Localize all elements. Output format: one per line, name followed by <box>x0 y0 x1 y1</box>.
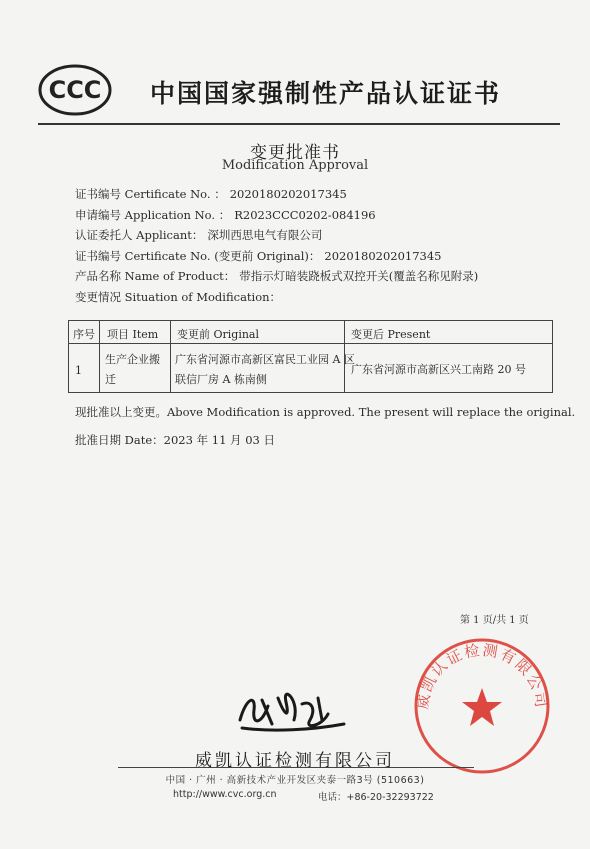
footer-address: 中国 · 广州 · 高新技术产业开发区夹泰一路3号 (510663) <box>165 775 425 786</box>
field-application-no <box>75 207 376 223</box>
field-applicant <box>75 227 322 243</box>
field-value: 2020180202017345 <box>324 249 442 263</box>
page-number: 第 1 页/共 1 页 <box>460 615 529 626</box>
approval-note: 现批准以上变更。Above Modification is approved. The present will replace the original. <box>75 405 576 419</box>
approval-date <box>75 432 275 448</box>
field-situation <box>75 289 285 305</box>
document-title-cn: 变更批准书 <box>250 143 340 163</box>
header-no: 序号 <box>73 328 95 341</box>
table-divider <box>170 321 171 392</box>
field-value: R2023CCC0202-084196 <box>234 208 376 222</box>
row-item-line1: 生产企业搬 <box>105 353 160 366</box>
row-original-line1: 广东省河源市高新区富民工业园 A 区 <box>175 353 355 366</box>
field-certificate-no <box>75 186 347 202</box>
document-title-en: Modification Approval <box>221 158 369 173</box>
header-item: 项目 Item <box>107 328 159 341</box>
field-label: 变更情况 Situation of Modification： <box>75 290 282 304</box>
field-original-certificate-no <box>75 248 442 264</box>
field-label: 证书编号 Certificate No. ： <box>75 187 226 201</box>
svg-text:CCC: CCC <box>48 76 102 104</box>
field-label: 认证委托人 Applicant： <box>75 228 204 242</box>
certificate-main-title: 中国国家强制性产品认证证书 <box>150 79 502 108</box>
svg-text:威凯认证检测有限公司: 威凯认证检测有限公司 <box>413 640 551 711</box>
row-present: 广东省河源市高新区兴工南路 20 号 <box>351 363 526 376</box>
handwritten-signature <box>232 680 352 736</box>
certificate-header <box>38 64 558 122</box>
approval-date-value: 2023 年 11 月 03 日 <box>163 433 275 447</box>
seal-star-icon <box>462 688 502 726</box>
field-label: 申请编号 Application No. ： <box>75 208 231 222</box>
field-value: 2020180202017345 <box>229 187 347 201</box>
field-label: 产品名称 Name of Product： <box>75 269 236 283</box>
header-original: 变更前 Original <box>177 328 260 341</box>
field-label: 证书编号 Certificate No. (变更前 Original)： <box>75 249 321 263</box>
header-divider <box>38 123 560 125</box>
footer-company-name: 威凯认证检测有限公司 <box>195 751 395 771</box>
field-value: 带指示灯暗装跷板式双控开关(覆盖名称见附录) <box>239 269 479 283</box>
header-present: 变更后 Present <box>351 328 431 341</box>
ccc-logo-icon <box>38 64 112 116</box>
footer-website[interactable]: http://www.cvc.org.cn <box>173 789 277 800</box>
footer-divider <box>118 767 474 768</box>
row-no: 1 <box>75 364 82 377</box>
field-product-name <box>75 268 478 284</box>
row-item-line2: 迁 <box>105 373 116 386</box>
approval-date-label: 批准日期 Date： <box>75 433 164 447</box>
footer-phone: 电话：+86-20-32293722 <box>318 792 434 803</box>
table-divider <box>99 321 100 392</box>
field-value: 深圳西思电气有限公司 <box>207 228 323 242</box>
row-original-line2: 联信厂房 A 栋南侧 <box>175 373 267 386</box>
modification-table <box>68 320 553 393</box>
